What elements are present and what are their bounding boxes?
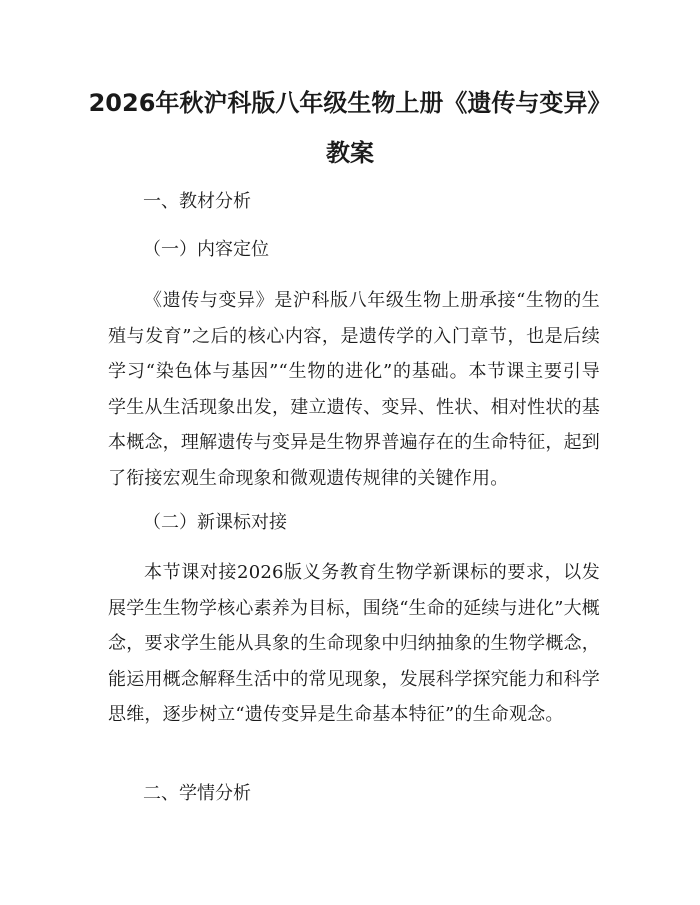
section-heading-learner-analysis: 二、学情分析 [143, 783, 251, 804]
subsection-heading-curriculum-alignment: （二）新课标对接 [143, 512, 287, 533]
paragraph-content-positioning: 《遗传与变异》是沪科版八年级生物上册承接“生物的生殖与发育”之后的核心内容，是遗传学的入门章节，也是后续学习“染色体与基因”“生物的进化”的基础。本节课主要引导学生从生活现象出发，建立遗传、变异、性状、相对性状的基本概念，理解遗传与变异是生物界普遍存在的生命特征，起到了衔接宏观生命现象和微观遗传规律的关键作用。 [108, 290, 600, 489]
section-heading-textbook-analysis: 一、教材分析 [143, 191, 251, 212]
document-title: 2026年秋沪科版八年级生物上册《遗传与变异》教案 [88, 89, 612, 167]
subsection-heading-content-positioning: （一）内容定位 [143, 239, 269, 260]
paragraph-curriculum-alignment: 本节课对接2026版义务教育生物学新课标的要求，以发展学生生物学核心素养为目标，围绕“生命的延续与进化”大概念，要求学生能从具象的生命现象中归纳抽象的生物学概念，能运用概念解释生活中的常见现象，发展科学探究能力和科学思维，逐步树立“遗传变异是生命基本特征”的生命观念。 [108, 562, 601, 726]
